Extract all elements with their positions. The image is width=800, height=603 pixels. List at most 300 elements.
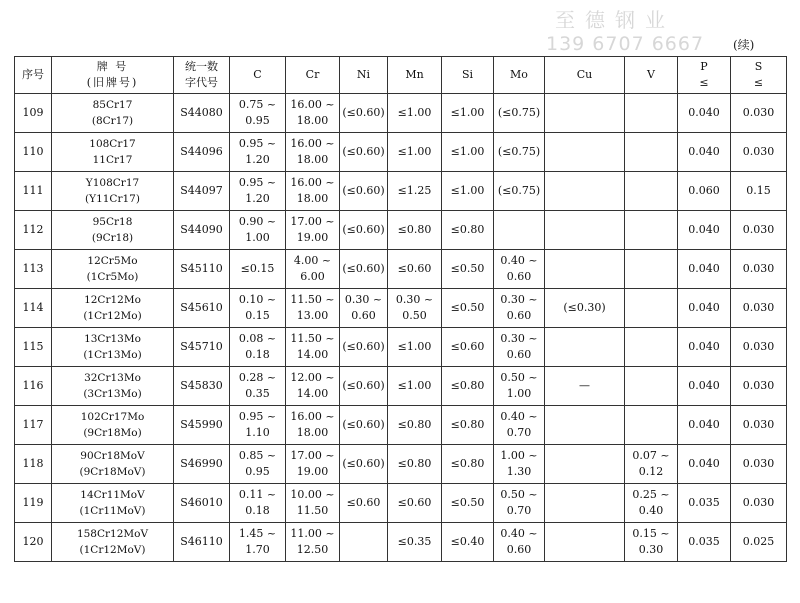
cell-seq-line1: 112 [22, 223, 44, 236]
cell-mn-line1: ≤1.00 [397, 379, 432, 392]
cell-code-line1: S45710 [180, 340, 223, 353]
cell-cr [286, 484, 340, 523]
cell-cr-line2: 12.50 [296, 543, 329, 556]
cell-seq-line1: 120 [22, 535, 44, 548]
cell-grade-line2: (1Cr13Mo) [83, 349, 142, 361]
cell-c [230, 211, 286, 250]
cell-v-line2: 0.30 [638, 543, 664, 556]
cell-s [731, 406, 787, 445]
cell-c [230, 250, 286, 289]
cell-cu [545, 406, 625, 445]
header-p-line1: P [700, 60, 708, 73]
cell-seq [15, 484, 52, 523]
cell-s [731, 523, 787, 562]
cell-cr [286, 367, 340, 406]
cell-seq [15, 94, 52, 133]
cell-si-line1: ≤0.50 [450, 301, 485, 314]
cell-p [678, 328, 731, 367]
continued-label: (续) [733, 38, 755, 52]
cell-cu [545, 289, 625, 328]
cell-c [230, 523, 286, 562]
cell-mn [388, 406, 442, 445]
cell-seq [15, 250, 52, 289]
cell-c [230, 94, 286, 133]
cell-ni [340, 172, 388, 211]
cell-si-line1: ≤0.50 [450, 262, 485, 275]
table-header-row [15, 57, 787, 94]
cell-c-line2: 0.95 [245, 114, 270, 127]
cell-code-line1: S45830 [180, 379, 223, 392]
cell-v [625, 289, 678, 328]
cell-mo [494, 133, 545, 172]
cell-code [174, 133, 230, 172]
table-row [15, 367, 787, 406]
cell-v [625, 406, 678, 445]
header-grade-line1: 牌 号 [96, 60, 129, 73]
table-row [15, 172, 787, 211]
cell-c-line2: 1.00 [245, 231, 270, 244]
header-p [678, 57, 731, 94]
cell-mo-line2: 0.60 [506, 348, 532, 361]
cell-code [174, 250, 230, 289]
cell-p-line1: 0.040 [688, 379, 720, 392]
cell-code-line1: S44097 [180, 184, 223, 197]
header-c: C [230, 57, 286, 94]
cell-cu [545, 445, 625, 484]
cell-si [442, 406, 494, 445]
cell-ni-line2: 0.60 [351, 309, 376, 322]
cell-grade-line1: 32Cr13Mo [84, 372, 141, 384]
header-code [174, 57, 230, 94]
cell-seq-line1: 109 [22, 106, 44, 119]
cell-mo-line1: 0.40 ~ [500, 254, 538, 267]
cell-ni [340, 289, 388, 328]
cell-s-line1: 0.030 [742, 223, 775, 236]
cell-cr [286, 94, 340, 133]
header-seq: 序号 [15, 57, 52, 94]
cell-mo [494, 172, 545, 211]
cell-s-line1: 0.030 [742, 106, 775, 119]
cell-c-line1: 1.45 ~ [238, 527, 277, 540]
table-row [15, 133, 787, 172]
cell-mn-line1: ≤1.00 [397, 106, 432, 119]
cell-mo [494, 211, 545, 250]
cell-code [174, 94, 230, 133]
header-cu: Cu [545, 57, 625, 94]
cell-c-line2: 1.20 [245, 153, 270, 166]
cell-p [678, 133, 731, 172]
cell-v [625, 211, 678, 250]
cell-p [678, 211, 731, 250]
cell-cr [286, 328, 340, 367]
cell-cr [286, 250, 340, 289]
cell-cr-line2: 18.00 [296, 426, 329, 439]
cell-s [731, 445, 787, 484]
table-row [15, 94, 787, 133]
cell-c-line1: 0.95 ~ [238, 176, 277, 189]
cell-code-line1: S45610 [180, 301, 223, 314]
cell-c-line1: 0.08 ~ [238, 332, 277, 345]
cell-seq-line1: 116 [22, 379, 44, 392]
cell-p [678, 484, 731, 523]
cell-mn [388, 250, 442, 289]
table-row [15, 523, 787, 562]
cell-grade-line2: (9Cr18) [91, 232, 134, 244]
cell-code [174, 367, 230, 406]
cell-c-line2: 0.35 [245, 387, 270, 400]
cell-seq [15, 172, 52, 211]
cell-mo [494, 289, 545, 328]
cell-grade [52, 523, 174, 562]
cell-v-line2: 0.12 [638, 465, 664, 478]
cell-cr-line2: 14.00 [296, 387, 329, 400]
cell-mo-line2: 1.00 [506, 387, 532, 400]
cell-v [625, 445, 678, 484]
cell-grade-line1: 90Cr18MoV [80, 450, 145, 462]
cell-mo [494, 250, 545, 289]
cell-cr-line1: 16.00 ~ [290, 410, 335, 423]
cell-grade-line2: 11Cr17 [92, 154, 133, 166]
cell-grade-line2: (9Cr18MoV) [79, 466, 146, 478]
cell-p-line1: 0.040 [688, 106, 720, 119]
cell-c-line2: 1.70 [245, 543, 270, 556]
cell-mo-line1: 0.40 ~ [500, 527, 538, 540]
cell-cr-line1: 4.00 ~ [293, 254, 332, 267]
cell-seq [15, 328, 52, 367]
cell-grade-line2: (1Cr11MoV) [79, 505, 146, 517]
cell-cr-line1: 16.00 ~ [290, 137, 335, 150]
cell-p-line1: 0.040 [688, 223, 720, 236]
cell-seq-line1: 115 [22, 340, 44, 353]
cell-grade-line1: 108Cr17 [89, 138, 136, 150]
cell-seq [15, 406, 52, 445]
header-mo: Mo [494, 57, 545, 94]
cell-grade [52, 328, 174, 367]
cell-c-line2: 0.18 [245, 504, 270, 517]
cell-cr-line2: 13.00 [296, 309, 329, 322]
cell-cr [286, 406, 340, 445]
cell-cr-line2: 19.00 [296, 231, 329, 244]
cell-grade-line1: 12Cr5Mo [87, 255, 138, 267]
cell-p-line1: 0.040 [688, 340, 720, 353]
cell-si-line1: ≤0.80 [450, 418, 485, 431]
cell-grade-line2: (9Cr18Mo) [83, 427, 142, 439]
cell-cu [545, 367, 625, 406]
cell-v-line2: 0.40 [638, 504, 664, 517]
cell-seq-line1: 114 [22, 301, 44, 314]
cell-c [230, 445, 286, 484]
cell-code [174, 523, 230, 562]
cell-c-line2: 1.10 [245, 426, 270, 439]
cell-mo [494, 367, 545, 406]
header-p-line2: ≤ [699, 76, 709, 89]
header-s-line2: ≤ [753, 76, 764, 89]
cell-mn-line1: 0.30 ~ [395, 293, 434, 306]
cell-v-line1: 0.15 ~ [632, 527, 670, 540]
watermark-company: 至德钢业 [555, 8, 675, 32]
cell-cr-line1: 10.00 ~ [290, 488, 335, 501]
cell-v-line1: 0.07 ~ [632, 449, 670, 462]
cell-si [442, 445, 494, 484]
cell-cu-line1: (≤0.30) [563, 301, 606, 314]
cell-c-line1: 0.75 ~ [238, 98, 277, 111]
cell-mn [388, 445, 442, 484]
cell-ni-line1: 0.30 ~ [344, 293, 383, 306]
cell-p [678, 94, 731, 133]
cell-s [731, 94, 787, 133]
cell-cu [545, 250, 625, 289]
cell-mn-line1: ≤1.25 [397, 184, 432, 197]
cell-c-line1: 0.85 ~ [238, 449, 277, 462]
cell-s [731, 133, 787, 172]
cell-cr-line2: 19.00 [296, 465, 329, 478]
cell-cr-line2: 14.00 [296, 348, 329, 361]
cell-grade-line1: 13Cr13Mo [84, 333, 141, 345]
cell-seq-line1: 119 [22, 496, 44, 509]
composition-table [14, 56, 787, 562]
cell-s-line1: 0.030 [742, 262, 775, 275]
cell-code-line1: S46110 [180, 535, 223, 548]
cell-code [174, 484, 230, 523]
cell-code [174, 289, 230, 328]
cell-code-line1: S45110 [180, 262, 223, 275]
cell-cr-line1: 17.00 ~ [290, 449, 335, 462]
cell-s-line1: 0.030 [742, 379, 775, 392]
cell-cr [286, 445, 340, 484]
table-row [15, 211, 787, 250]
cell-mn [388, 523, 442, 562]
cell-grade [52, 445, 174, 484]
cell-ni [340, 211, 388, 250]
cell-p [678, 367, 731, 406]
cell-s-line1: 0.030 [742, 301, 775, 314]
cell-s [731, 367, 787, 406]
cell-seq [15, 523, 52, 562]
cell-ni [340, 133, 388, 172]
cell-mn [388, 133, 442, 172]
cell-grade [52, 94, 174, 133]
cell-mo [494, 406, 545, 445]
header-s-line1: S [754, 60, 763, 73]
table-row [15, 250, 787, 289]
cell-ni [340, 406, 388, 445]
cell-seq [15, 367, 52, 406]
cell-cu [545, 211, 625, 250]
cell-s-line1: 0.025 [742, 535, 775, 548]
cell-seq-line1: 117 [22, 418, 44, 431]
cell-p [678, 289, 731, 328]
cell-cu [545, 328, 625, 367]
cell-v [625, 367, 678, 406]
cell-cr-line2: 18.00 [296, 153, 329, 166]
cell-mo-line1: 0.50 ~ [500, 488, 538, 501]
cell-code-line1: S46010 [180, 496, 223, 509]
cell-cu-line1: — [579, 379, 590, 392]
cell-si-line1: ≤1.00 [450, 184, 485, 197]
cell-c [230, 172, 286, 211]
cell-code [174, 328, 230, 367]
cell-p-line1: 0.040 [688, 262, 720, 275]
cell-v [625, 172, 678, 211]
cell-mn [388, 94, 442, 133]
cell-ni-line1: (≤0.60) [342, 262, 385, 275]
cell-mn [388, 484, 442, 523]
cell-ni [340, 445, 388, 484]
cell-code-line1: S44096 [180, 145, 223, 158]
cell-c-line2: 0.95 [245, 465, 270, 478]
cell-mo [494, 484, 545, 523]
cell-code-line1: S44090 [180, 223, 223, 236]
cell-p-line1: 0.040 [688, 145, 720, 158]
cell-grade-line1: 12Cr12Mo [84, 294, 141, 306]
cell-cr [286, 172, 340, 211]
cell-mn [388, 211, 442, 250]
cell-grade-line1: 158Cr12MoV [76, 528, 149, 540]
cell-si-line1: ≤0.80 [450, 457, 485, 470]
cell-ni-line1: (≤0.60) [342, 106, 385, 119]
header-si: Si [442, 57, 494, 94]
cell-cr-line2: 18.00 [296, 114, 329, 127]
header-code-line1: 统一数 [185, 60, 218, 73]
cell-c-line1: 0.10 ~ [238, 293, 277, 306]
cell-p-line1: 0.040 [688, 457, 720, 470]
table-row [15, 445, 787, 484]
cell-grade-line2: (3Cr13Mo) [83, 388, 142, 400]
table-row [15, 484, 787, 523]
table-row [15, 289, 787, 328]
cell-cr [286, 523, 340, 562]
cell-c-line1: 0.90 ~ [238, 215, 277, 228]
cell-c [230, 133, 286, 172]
cell-mo [494, 94, 545, 133]
cell-p-line1: 0.060 [688, 184, 720, 197]
cell-ni-line1: ≤0.60 [346, 496, 381, 509]
header-v: V [625, 57, 678, 94]
cell-mo-line2: 0.70 [506, 426, 532, 439]
cell-c-line2: 0.15 [245, 309, 270, 322]
cell-v [625, 133, 678, 172]
cell-cr [286, 211, 340, 250]
cell-c-line1: 0.11 ~ [238, 488, 277, 501]
cell-code-line1: S44080 [180, 106, 223, 119]
cell-ni-line1: (≤0.60) [342, 457, 385, 470]
cell-grade-line1: 102Cr17Mo [80, 411, 145, 423]
cell-cr-line1: 11.00 ~ [290, 527, 335, 540]
cell-code [174, 211, 230, 250]
cell-mo-line2: 0.60 [506, 543, 532, 556]
cell-mo-line2: 0.70 [506, 504, 532, 517]
cell-si [442, 367, 494, 406]
cell-c [230, 367, 286, 406]
cell-code [174, 445, 230, 484]
cell-grade-line1: Y108Cr17 [85, 177, 140, 189]
cell-v [625, 250, 678, 289]
cell-v [625, 523, 678, 562]
cell-grade [52, 484, 174, 523]
cell-si [442, 133, 494, 172]
cell-seq [15, 133, 52, 172]
cell-p [678, 250, 731, 289]
cell-mn [388, 289, 442, 328]
cell-ni [340, 250, 388, 289]
cell-grade [52, 406, 174, 445]
cell-seq-line1: 110 [22, 145, 44, 158]
cell-si [442, 94, 494, 133]
cell-seq [15, 211, 52, 250]
cell-grade-line1: 85Cr17 [92, 99, 133, 111]
cell-mo-line1: 0.40 ~ [500, 410, 538, 423]
cell-cr-line1: 16.00 ~ [290, 98, 335, 111]
cell-si [442, 484, 494, 523]
cell-grade-line1: 14Cr11MoV [80, 489, 145, 501]
cell-c-line1: 0.28 ~ [238, 371, 277, 384]
table-row [15, 406, 787, 445]
cell-v [625, 484, 678, 523]
cell-p [678, 445, 731, 484]
cell-grade-line2: (Y11Cr17) [85, 193, 140, 205]
cell-cr-line1: 12.00 ~ [290, 371, 335, 384]
cell-grade-line2: (8Cr17) [91, 115, 134, 127]
cell-grade-line1: 95Cr18 [92, 216, 133, 228]
cell-si [442, 289, 494, 328]
cell-seq-line1: 111 [22, 184, 44, 197]
header-code-line2: 字代号 [185, 76, 218, 89]
cell-c-line1: ≤0.15 [240, 262, 275, 275]
cell-code [174, 172, 230, 211]
cell-seq [15, 289, 52, 328]
cell-s-line1: 0.030 [742, 496, 775, 509]
cell-si-line1: ≤0.80 [450, 223, 485, 236]
cell-ni [340, 484, 388, 523]
cell-cr-line1: 16.00 ~ [290, 176, 335, 189]
cell-cu [545, 484, 625, 523]
cell-p-line1: 0.035 [688, 535, 720, 548]
cell-si [442, 172, 494, 211]
cell-code-line1: S46990 [180, 457, 223, 470]
cell-s [731, 328, 787, 367]
cell-mn [388, 172, 442, 211]
cell-cu [545, 133, 625, 172]
cell-cr-line2: 6.00 [300, 270, 325, 283]
header-grade-line2: (旧牌号) [86, 76, 139, 89]
cell-si-line1: ≤0.80 [450, 379, 485, 392]
cell-p-line1: 0.040 [688, 418, 720, 431]
cell-v [625, 94, 678, 133]
cell-ni-line1: (≤0.60) [342, 340, 385, 353]
cell-s [731, 289, 787, 328]
cell-mn-line1: ≤1.00 [397, 145, 432, 158]
cell-s [731, 172, 787, 211]
cell-s-line1: 0.030 [742, 340, 775, 353]
cell-si [442, 523, 494, 562]
cell-mo [494, 523, 545, 562]
cell-c [230, 289, 286, 328]
cell-mo-line2: 1.30 [506, 465, 532, 478]
cell-mo-line1: (≤0.75) [497, 106, 541, 119]
cell-grade [52, 367, 174, 406]
header-grade [52, 57, 174, 94]
cell-si-line1: ≤0.50 [450, 496, 485, 509]
cell-grade [52, 133, 174, 172]
cell-si [442, 328, 494, 367]
cell-mo-line1: (≤0.75) [497, 184, 541, 197]
cell-ni-line1: (≤0.60) [342, 418, 385, 431]
cell-c-line1: 0.95 ~ [238, 137, 277, 150]
cell-si-line1: ≤1.00 [450, 106, 485, 119]
cell-mn-line1: ≤0.80 [397, 457, 432, 470]
cell-mo-line1: 0.30 ~ [500, 332, 538, 345]
cell-cr-line1: 11.50 ~ [290, 293, 335, 306]
